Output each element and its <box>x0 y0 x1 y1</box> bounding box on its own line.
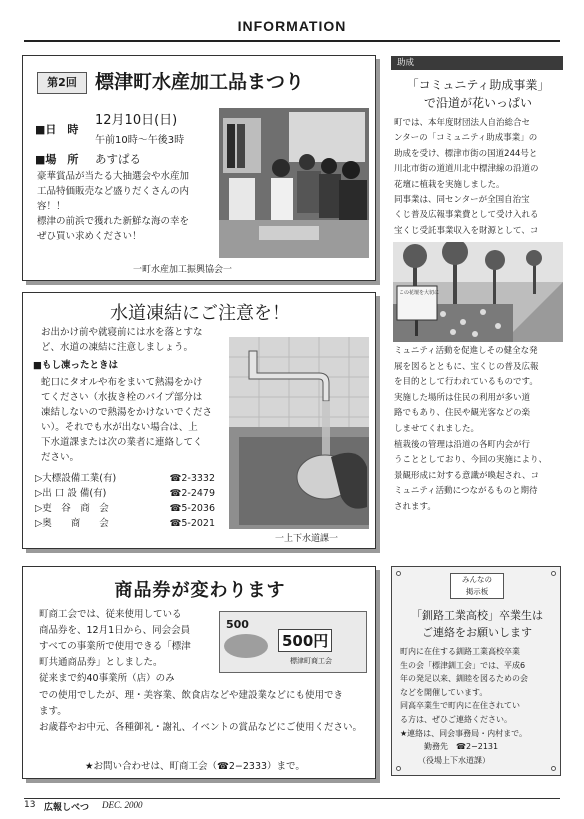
page-header-title: INFORMATION <box>237 18 347 34</box>
community-body-line: 同事業は、同センターが全国自治宝 <box>394 195 530 206</box>
ticket-corner-label: 500 <box>226 618 249 631</box>
water-title: 水道凍結にご注意を！ <box>110 303 290 324</box>
water-section-heading: ■もし凍ったときは <box>33 360 118 371</box>
issue-date: DEC. 2000 <box>102 800 143 810</box>
notice-tag-line1: みんなの <box>462 575 492 584</box>
notice-body-line: る方は、ぜひご連絡ください。 <box>400 714 512 724</box>
ticket-fish-emblem <box>224 634 268 658</box>
voucher-body-line: 商品券を、12月1日から、同会会員 <box>39 625 191 636</box>
voucher-body-line: お歳暮やお中元、各種御礼・謝礼、イベントの賞品などにご使用ください。 <box>39 722 363 733</box>
community-body-line: うこととしており、今回の実施により、 <box>394 455 548 466</box>
notice-board <box>391 566 561 776</box>
festival-title: 標津町水産加工品まつり <box>95 71 305 93</box>
contact-row <box>35 516 215 531</box>
ticket-value: 500円 <box>278 629 332 652</box>
community-body-line: 宝くじ受託事業収入を財源として、コ <box>394 225 539 236</box>
festival-credit: 一町水産加工振興協会一 <box>133 265 233 275</box>
festival-time: 午前10時〜午後3時 <box>95 135 185 146</box>
community-body-line: 路でもあり、住民や観光客などの楽 <box>394 408 531 419</box>
notice-body-line: 年の発足以来、釧睦を図るための会 <box>400 674 528 684</box>
contact-phone: ☎2-2479 <box>169 488 215 499</box>
festival-body-line: 容！！ <box>37 201 66 212</box>
festival-body-line: 標津の前浜で獲れた新鮮な海の幸を <box>37 216 190 227</box>
community-body-bottom <box>394 344 547 516</box>
water-body <box>41 375 212 465</box>
ticket-issuer: 標津町商工会 <box>290 657 332 665</box>
water-body-line: 凍結しないので熱湯をかけないでくださ <box>41 407 213 418</box>
contact-name: ▷奥 商 会 <box>35 518 109 529</box>
water-contact-list <box>35 471 215 531</box>
notice-title-line1: 「釧路工業高校」卒業生は <box>411 609 543 622</box>
festival-crowd-photo <box>219 108 369 258</box>
community-body-line: ミュニティ活動につながるものと期待 <box>394 486 538 497</box>
festival-date: 12月10日(日) <box>95 113 178 128</box>
community-body-line: 町では、本年度財団法人自治総合セ <box>394 118 531 128</box>
notice-tag-line2: 掲示板 <box>465 587 489 596</box>
water-body-line: てください（水抜き栓のパイプ部分は <box>41 392 203 403</box>
festival-body-line: 工品特価販売など盛りだくさんの内 <box>37 186 190 197</box>
community-body-line: を目的として行われているものです。 <box>394 377 538 388</box>
water-body-line: ださい。 <box>41 452 80 463</box>
community-body-line: 助成を受け、標津市街の国道244号と <box>394 148 538 159</box>
voucher-body-narrow <box>39 607 191 687</box>
voucher-body-line: 町商工会では、従来使用している <box>39 609 182 620</box>
community-body-line: ンターの「コミュニティ助成事業」の <box>394 133 538 144</box>
water-article <box>22 292 376 549</box>
pin-icon <box>551 766 556 771</box>
water-credit: 一上下水道課一 <box>275 534 339 544</box>
community-body-line: 実施した場所は住民の利用が多い道 <box>394 392 531 403</box>
community-body-line: 景観形成に対する意識が喚起され、コ <box>394 470 540 481</box>
water-body-line: 蛇口にタオルや布をまいて熱湯をかけ <box>41 377 203 388</box>
notice-body-line: 町内に在住する釧路工業高校卒業 <box>400 647 520 656</box>
flowerbed-sign-text: この花壇を大切に <box>399 290 440 296</box>
water-body-line: い）。それでも水が出ない場合は、上 <box>41 422 198 433</box>
contact-phone: ☎2-3332 <box>169 473 215 484</box>
contact-row <box>35 486 215 501</box>
voucher-body-wide <box>39 688 362 736</box>
faucet-photo <box>229 337 369 529</box>
water-intro <box>41 325 203 355</box>
notice-body-line: 同高卒業生で町内に在住されてい <box>400 701 520 711</box>
festival-where-label: ■場 所 <box>35 153 79 166</box>
notice-board-tag <box>450 573 504 599</box>
community-body-line: 展を図るとともに、宝くじの普及広報 <box>394 361 539 372</box>
notice-body-line: 生の会「標津釧工会」では、平成6 <box>400 660 526 670</box>
notice-body-line: などを開催しています。 <box>400 687 488 697</box>
community-body-top <box>394 116 539 239</box>
voucher-body-line: 町共通商品券」としました。 <box>39 657 163 668</box>
notice-body <box>400 645 528 767</box>
community-body-line: 花壇に植栽を実施しました。 <box>394 179 505 190</box>
voucher-body-line: ます。 <box>39 706 67 717</box>
community-body-line: くじ普及広報事業費として受け入れる <box>394 210 539 221</box>
community-body-line: 植栽後の管理は沿道の各町内会が行 <box>394 439 531 450</box>
community-body-line: ミュニティ活動を促進しその健全な発 <box>394 346 538 356</box>
notice-title-line2: ご連絡をお願いします <box>422 626 532 639</box>
voucher-title: 商品券が変わります <box>114 580 286 601</box>
festival-body-line: ぜひ買い求めください！ <box>37 231 142 242</box>
voucher-ticket-image <box>219 611 367 673</box>
water-body-line: 下水道課または次の業者に連絡してく <box>41 437 203 448</box>
contact-name: ▷出 口 設 備(有) <box>35 488 107 499</box>
community-body-line: しませてくれました。 <box>394 423 480 434</box>
notice-body-line: 勤務先 ☎2−2131 <box>424 742 499 752</box>
water-intro-line: ど、水道の凍結に注意しましょう。 <box>41 342 194 353</box>
community-body-line: されます。 <box>394 501 436 512</box>
contact-name: ▷吏 谷 商 会 <box>35 503 109 514</box>
festival-body <box>37 169 189 244</box>
community-title-line2: で沿道が花いっぱい <box>423 96 532 110</box>
voucher-body-line: すべての事業所で使用できる「標津 <box>39 641 191 652</box>
magazine-name: 広報しべつ <box>44 803 90 813</box>
festival-article <box>22 55 376 281</box>
notice-body-line: （役場上下水道課） <box>418 755 490 765</box>
community-tag: 助成 <box>391 56 563 70</box>
voucher-article <box>22 566 376 779</box>
water-intro-line: お出かけ前や就寝前には水を落とすな <box>41 327 203 338</box>
festival-badge: 第2回 <box>37 72 87 94</box>
voucher-contact: ★お問い合わせは、町商工会（☎2−2333）まで。 <box>85 761 305 772</box>
pin-icon <box>396 571 401 576</box>
voucher-body-line: での使用でしたが、理・美容業、飲食店などや建設業などにも使用でき <box>39 690 344 701</box>
contact-row <box>35 471 215 486</box>
community-title-line1: 「コミュニティ助成事業」 <box>406 78 550 92</box>
contact-row <box>35 501 215 516</box>
festival-venue: あすぱる <box>95 152 141 166</box>
contact-phone: ☎5-2036 <box>169 503 215 514</box>
festival-body-line: 豪華賞品が当たる大抽選会や水産加 <box>37 171 190 182</box>
roadside-flowerbed-photo <box>393 242 563 342</box>
festival-when-label: ■日 時 <box>35 123 79 136</box>
pin-icon <box>551 571 556 576</box>
contact-phone: ☎5-2021 <box>169 518 215 529</box>
community-body-line: 川北市街の道道川北中標津線の沿道の <box>394 164 539 175</box>
contact-name: ▷大標設備工業(有) <box>35 473 117 484</box>
notice-body-line: ★連絡は、同会事務局・内村まで。 <box>400 728 528 738</box>
footer-rule <box>24 798 560 799</box>
page-number: 13 <box>24 800 36 810</box>
voucher-body-line: 従来まで約40事業所（店）のみ <box>39 673 175 684</box>
header-rule <box>24 40 560 42</box>
